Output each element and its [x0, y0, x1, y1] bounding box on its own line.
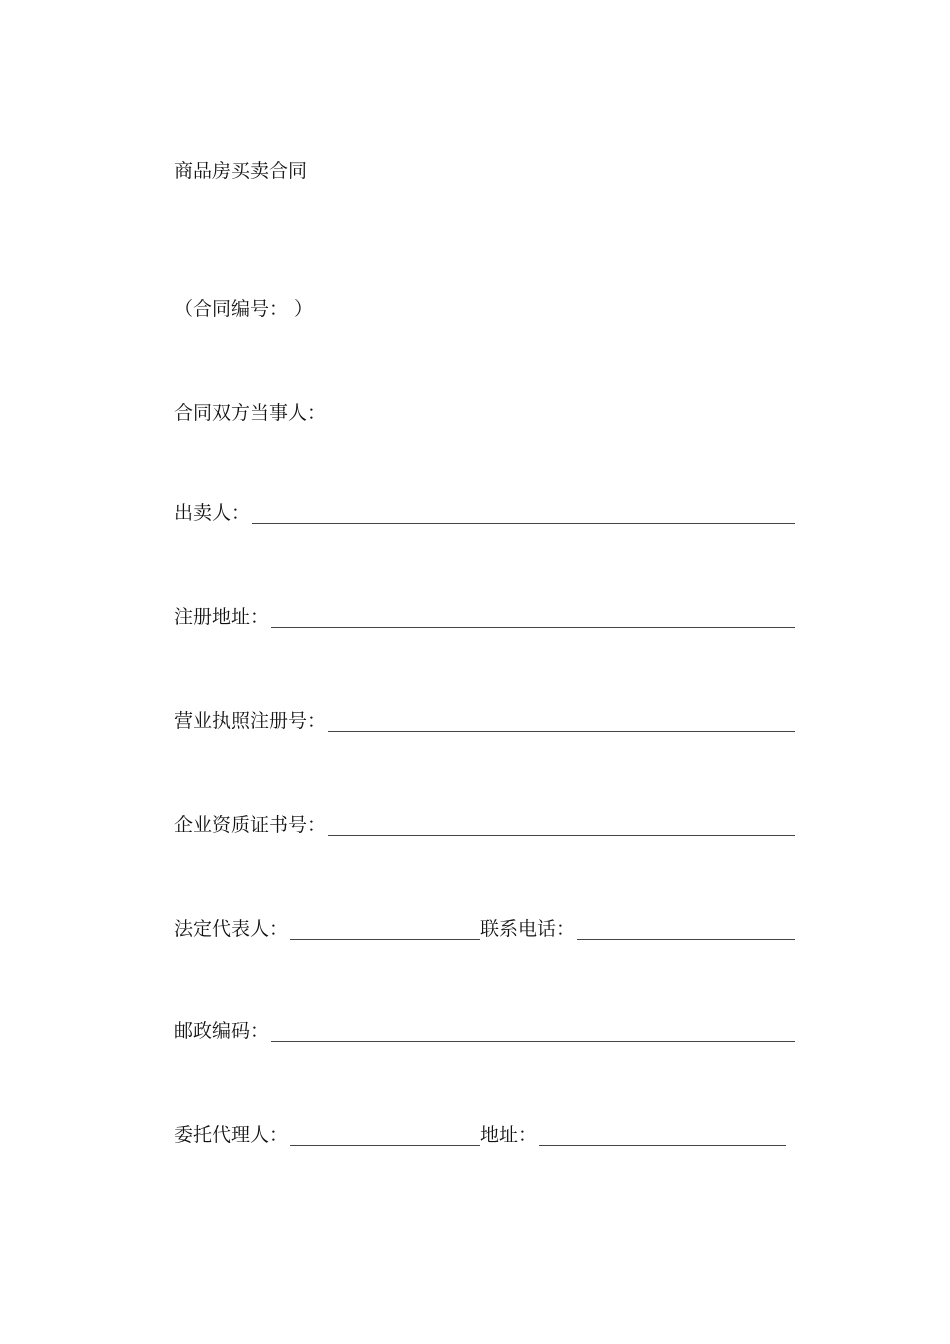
business-license-row: [174, 709, 795, 735]
seller-label: 出卖人：: [174, 502, 251, 524]
registered-address-label: 注册地址：: [174, 606, 270, 628]
business-license-blank[interactable]: [328, 731, 795, 732]
authorized-agent-label: 委托代理人：: [174, 1124, 289, 1146]
contact-phone-label: 联系电话：: [480, 918, 576, 940]
registered-address-blank[interactable]: [271, 627, 795, 628]
seller-blank[interactable]: [252, 523, 795, 524]
parties-heading: 合同双方当事人：: [174, 402, 327, 424]
qualification-cert-blank[interactable]: [328, 835, 795, 836]
authorized-agent-blank[interactable]: [290, 1145, 480, 1146]
seller-row: [174, 501, 795, 527]
legal-representative-label: 法定代表人：: [174, 918, 289, 940]
postal-code-label: 邮政编码：: [174, 1020, 270, 1042]
address-label: 地址：: [480, 1124, 538, 1146]
qualification-cert-row: [174, 813, 795, 839]
registered-address-row: [174, 605, 795, 631]
address-blank[interactable]: [539, 1145, 786, 1146]
qualification-cert-label: 企业资质证书号：: [174, 814, 327, 836]
authorized-agent-row: [174, 1123, 786, 1149]
business-license-label: 营业执照注册号：: [174, 710, 327, 732]
legal-representative-blank[interactable]: [290, 939, 480, 940]
contact-phone-blank[interactable]: [577, 939, 795, 940]
page-title: 商品房买卖合同: [174, 160, 308, 182]
contract-number-line: （合同编号： ）: [174, 298, 314, 320]
postal-code-row: [174, 1019, 795, 1045]
legal-representative-row: [174, 917, 795, 943]
postal-code-blank[interactable]: [271, 1041, 795, 1042]
